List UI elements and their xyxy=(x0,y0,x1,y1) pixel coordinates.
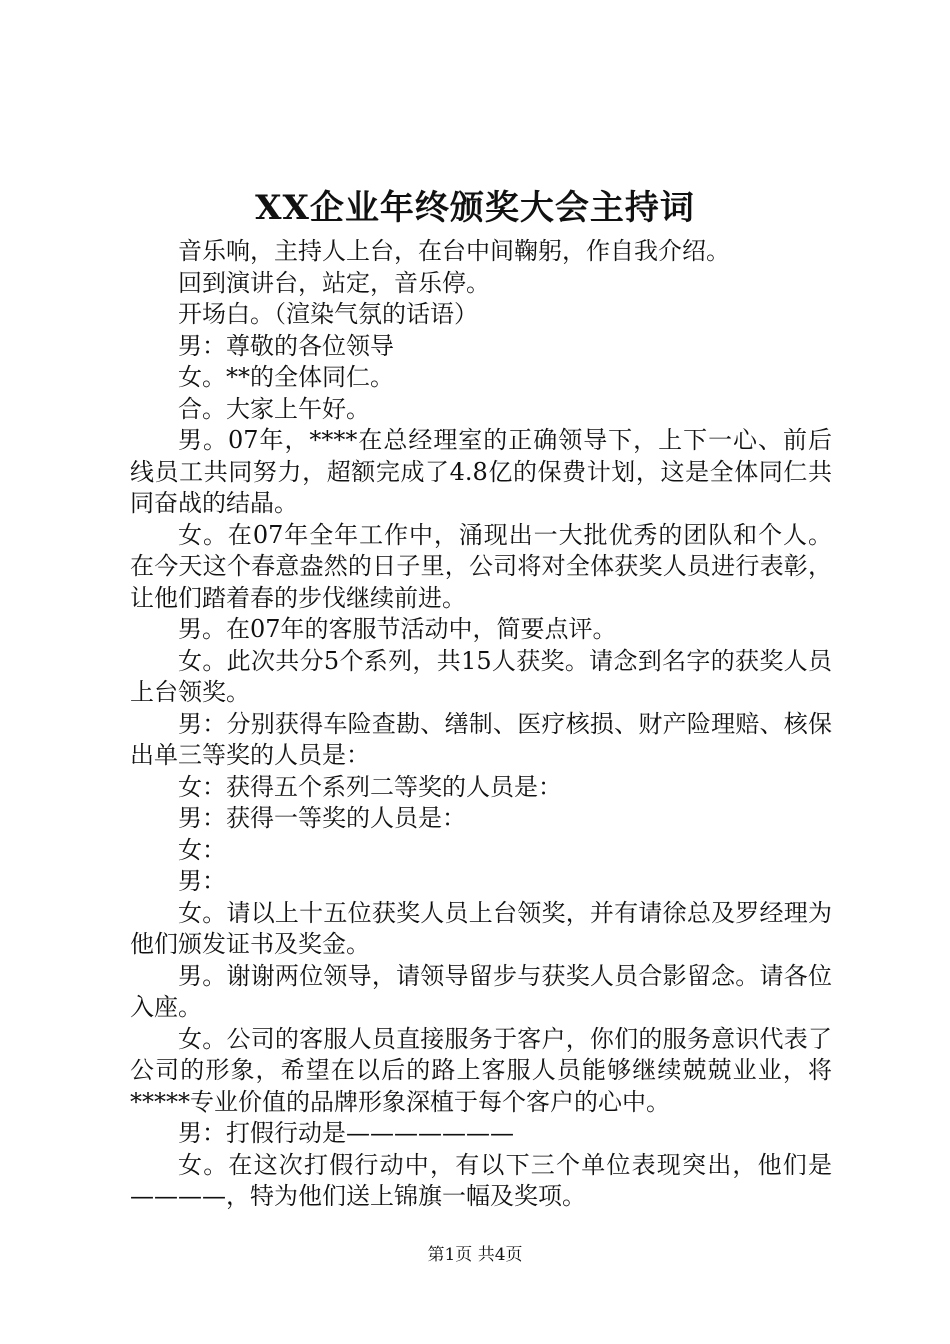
paragraph: 女。在07年全年工作中，涌现出一大批优秀的团队和个人。在今天这个春意盎然的日子里，公司将对全体获奖人员进行表彰，让他们踏着春的步伐继续前进。 xyxy=(130,520,832,612)
paragraph: 男。谢谢两位领导，请领导留步与获奖人员合影留念。请各位入座。 xyxy=(130,961,832,1021)
paragraph: 女。在这次打假行动中，有以下三个单位表现突出，他们是————，特为他们送上锦旗一幅及奖项。 xyxy=(130,1150,832,1210)
page-footer: 第1页 共4页 xyxy=(427,1245,523,1265)
paragraph: 女。请以上十五位获奖人员上台领奖，并有请徐总及罗经理为他们颁发证书及奖金。 xyxy=(130,898,832,958)
paragraph: 男：分别获得车险查勘、缮制、医疗核损、财产险理赔、核保出单三等奖的人员是： xyxy=(130,709,832,769)
paragraph: 音乐响，主持人上台，在台中间鞠躬，作自我介绍。 xyxy=(178,237,730,265)
paragraph: 男： xyxy=(178,867,226,895)
document-title: XX企业年终颁奖大会主持词 xyxy=(255,188,695,228)
paragraph: 男：获得一等奖的人员是： xyxy=(178,804,466,832)
paragraph: 女。此次共分5个系列，共15人获奖。请念到名字的获奖人员上台领奖。 xyxy=(130,646,832,706)
paragraph: 合。大家上午好。 xyxy=(178,394,370,423)
paragraph: 男。07年，****在总经理室的正确领导下，上下一心、前后线员工共同努力，超额完成了4.8亿的保费计划，这是全体同仁共同奋战的结晶。 xyxy=(130,426,832,517)
paragraph: 女。**的全体同仁。 xyxy=(178,363,394,391)
paragraph: 女。公司的客服人员直接服务于客户，你们的服务意识代表了公司的形象，希望在以后的路上客服人员能够继续兢兢业业，将*****专业价值的品牌形象深植于每个客户的心中。 xyxy=(130,1024,832,1116)
paragraph: 男：打假行动是——————— xyxy=(178,1119,514,1147)
paragraph: 女： xyxy=(178,835,226,864)
paragraph: 开场白。（渲染气氛的话语） xyxy=(178,300,478,328)
paragraph: 男：尊敬的各位领导 xyxy=(178,331,394,360)
paragraph: 男。在07年的客服节活动中，简要点评。 xyxy=(178,615,617,643)
paragraph: 回到演讲台，站定，音乐停。 xyxy=(178,268,490,297)
paragraph: 女：获得五个系列二等奖的人员是： xyxy=(178,772,562,801)
document-body xyxy=(130,236,832,1213)
